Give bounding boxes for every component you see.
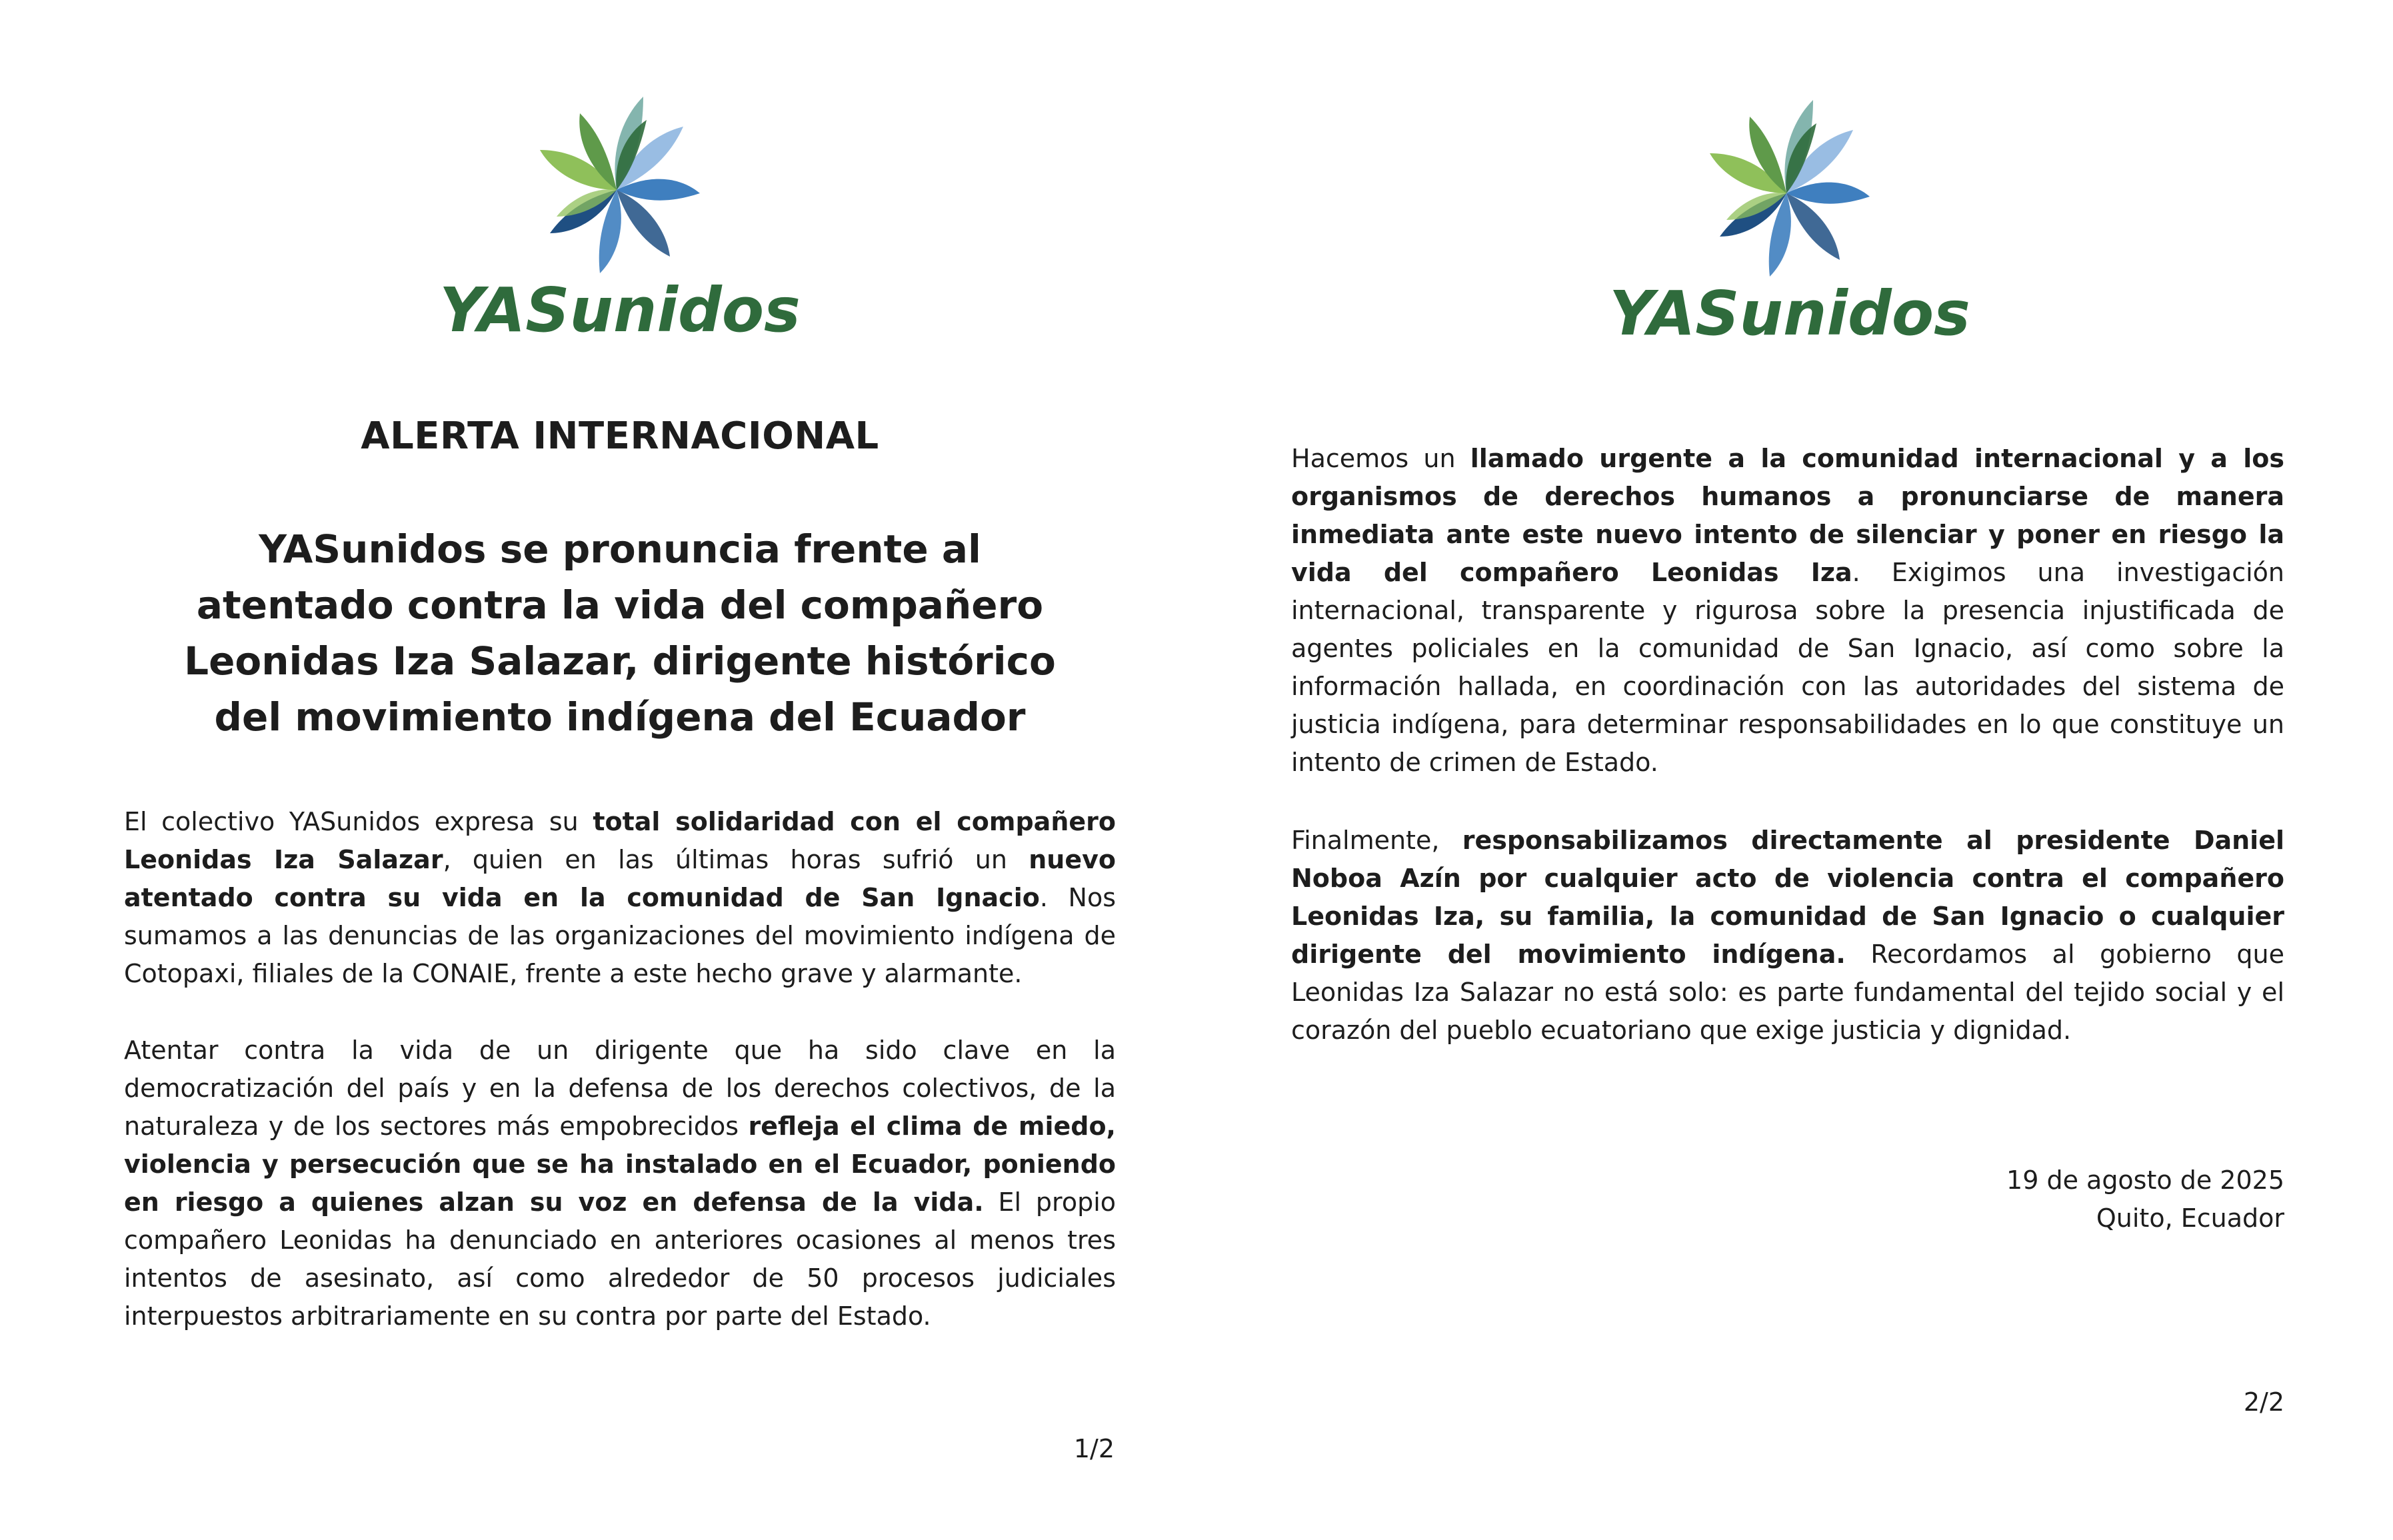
- paragraph-text: Finalmente,: [1291, 826, 1462, 855]
- alert-title: ALERTA INTERNACIONAL: [361, 414, 879, 458]
- paragraph-text: Recordamos al gobierno que Leonidas Iza Salazar no está solo: es parte fundamental del tejido social y el corazón del pueblo ecuatoriano que exige justicia y dignidad.: [1291, 940, 2284, 1045]
- document-page-1: [0, 0, 1196, 1540]
- paragraph-text: . Exigimos una investigación internacional, transparente y rigurosa sobre la presencia injustificada de agentes policiales en la comunidad de San Ignacio, así como sobre la información hallada, en coordinación con las autoridades del sistema de justicia indígena, para determinar responsabilidades en lo que constituye un intento de crimen de Estado.: [1291, 558, 2284, 777]
- paragraph-bold-text: refleja el clima de miedo, violencia y persecución que se ha instalado en el Ecuador, poniendo en riesgo a quienes alzan su voz en defensa de la vida.: [124, 1112, 1116, 1217]
- yasunidos-logo: [1609, 87, 1970, 373]
- paragraph-context: [124, 1032, 1116, 1335]
- paragraph-bold-text: nuevo atentado contra su vida en la comunidad de San Ignacio: [124, 845, 1117, 912]
- signoff-date: 19 de agosto de 2025: [2006, 1165, 2284, 1195]
- page-number: 1/2: [1073, 1434, 1115, 1463]
- paragraph-text: Atentar contra la vida de un dirigente que ha sido clave en la democratización del país y en la defensa de los derechos colectivos, de la naturaleza y de los sectores más empobrecidos: [124, 1036, 1116, 1141]
- page-number: 2/2: [2243, 1387, 2284, 1417]
- paragraph-text: El colectivo YASunidos expresa su: [124, 807, 593, 836]
- paragraph-responsibility: [1291, 822, 2284, 1050]
- paragraph-bold-text: llamado urgente a la comunidad internacional y a los organismos de derechos humanos a pronunciarse de manera inmediata ante este nuevo intento de silenciar y poner en riesgo la vida del compañero Leonidas Iza: [1291, 444, 2284, 587]
- paragraph-text: El propio compañero Leonidas ha denunciado en anteriores ocasiones al menos tres intentos de asesinato, así como alrededor de 50 procesos judiciales interpuestos arbitrariamente en su contra por parte del Estado.: [124, 1187, 1116, 1331]
- paragraph-text: . Nos sumamos a las denuncias de las organizaciones del movimiento indígena de Cotopaxi, filiales de la CONAIE, frente a este hecho grave y alarmante.: [124, 883, 1116, 988]
- paragraph-bold-text: responsabilizamos directamente al presidente Daniel Noboa Azín por cualquier acto de violencia contra el compañero Leonidas Iza, su familia, la comunidad de San Ignacio o cualquier dirigente del movimiento indígena.: [1291, 826, 2284, 969]
- paragraph-bold-text: total solidaridad con el compañero Leonidas Iza Salazar: [124, 807, 1116, 874]
- signoff-place: Quito, Ecuador: [2096, 1203, 2284, 1233]
- headline: YASunidos se pronuncia frente al atentado contra la vida del compañero Leonidas Iza Salazar, dirigente histórico del movimiento indígena del Ecuador: [184, 526, 1056, 740]
- signoff: [2006, 1161, 2284, 1237]
- pinwheel-logo-icon: [1609, 87, 1970, 373]
- paragraph-text: , quien en las últimas horas sufrió un: [443, 845, 1029, 874]
- logo-wordmark: YASunidos: [1609, 278, 1970, 349]
- pinwheel-logo-icon: [439, 83, 801, 370]
- logo-wordmark: YASunidos: [439, 275, 801, 346]
- document-page-2: [1196, 0, 2393, 1540]
- yasunidos-logo: [439, 83, 801, 370]
- paragraph-text: Hacemos un: [1291, 444, 1470, 473]
- paragraph-international-call: [1291, 440, 2284, 782]
- paragraph-solidarity: [124, 803, 1116, 993]
